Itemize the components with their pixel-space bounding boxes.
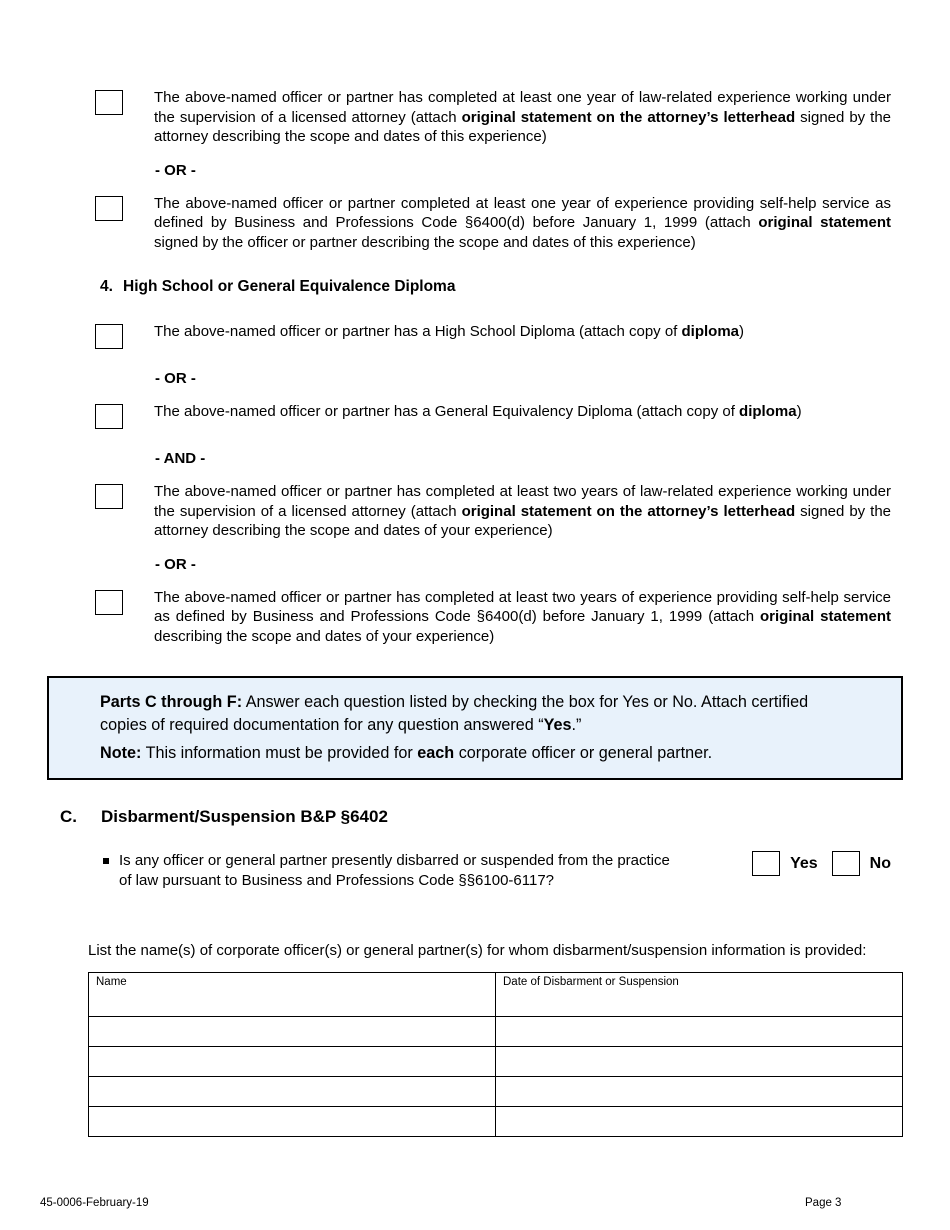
parts-c-f-notice-box — [47, 676, 903, 780]
checkbox-text-ged: The above-named officer or partner has a General Equivalency Diploma (attach copy of diploma) — [154, 403, 802, 420]
or-separator: - OR - — [155, 161, 196, 179]
or-separator: - OR - — [155, 370, 196, 387]
checkbox-general-equivalency-diploma[interactable] — [95, 404, 123, 429]
checkbox-text-hs-diploma: The above-named officer or partner has a High School Diploma (attach copy of diploma) — [154, 323, 745, 340]
checkbox-disbarred-no[interactable] — [832, 851, 860, 876]
checkbox-text-two-years-law: The above-named officer or partner has completed at least two years of law-related experience working under the supervision of a licensed attorney (attach original statement on the attorney’s letterhead signed by the attorney describing the scope and dates of your experience) — [154, 483, 892, 539]
and-separator: - AND - — [155, 450, 206, 467]
table-row — [89, 1077, 903, 1107]
table-row — [89, 1047, 903, 1077]
table-cell-date[interactable] — [496, 1047, 903, 1077]
disbarment-question: Is any officer or general partner presently disbarred or suspended from the practice of law pursuant to Business and Professions Code §§6100-6117? — [119, 852, 670, 889]
table-cell-name[interactable] — [89, 1077, 496, 1107]
page-number: Page 3 — [805, 1197, 842, 1209]
yes-label: Yes — [790, 854, 818, 872]
checkbox-two-years-law-experience[interactable] — [95, 484, 123, 509]
checkbox-one-year-selfhelp-experience[interactable] — [95, 196, 123, 221]
or-separator: - OR - — [155, 555, 196, 573]
table-cell-date[interactable] — [496, 1017, 903, 1047]
table-cell-name[interactable] — [89, 1047, 496, 1077]
table-cell-name[interactable] — [89, 1107, 496, 1137]
table-cell-date[interactable] — [496, 1107, 903, 1137]
table-row — [89, 1017, 903, 1047]
section-4-heading — [100, 278, 903, 296]
section-4-title: High School or General Equivalence Diploma — [123, 278, 456, 295]
table-row — [89, 1107, 903, 1137]
notice-note: Note: This information must be provided for each corporate officer or general partner. — [100, 744, 713, 762]
section-c-letter: C. — [60, 807, 77, 826]
list-instruction: List the name(s) of corporate officer(s) or general partner(s) for whom disbarment/suspension information is provided: — [88, 942, 867, 959]
checkbox-text-two-years-selfhelp: The above-named officer or partner has completed at least two years of experience providing self-help service as defined by Business and Professions Code §6400(d) before January 1, 1999 (attach original statement describing the scope and dates of your experience) — [154, 588, 891, 645]
disbarment-table — [88, 972, 903, 1137]
checkbox-disbarred-yes[interactable] — [752, 851, 780, 876]
checkbox-one-year-law-experience[interactable] — [95, 90, 123, 115]
checkbox-text-one-year-selfhelp: The above-named officer or partner completed at least one year of experience providing self-help service as defined by Business and Professions Code §6400(d) before January 1, 1999 (attach original statement signed by the officer or partner describing the scope and dates of this experience) — [154, 194, 891, 251]
checkbox-item-one-year-law — [47, 88, 903, 147]
checkbox-item-two-years-selfhelp — [47, 588, 903, 647]
section-c-heading — [60, 807, 903, 827]
section-4-number: 4. — [100, 278, 113, 295]
table-header-date: Date of Disbarment or Suspension — [496, 973, 903, 1017]
table-header-name: Name — [89, 973, 496, 1017]
checkbox-two-years-selfhelp-experience[interactable] — [95, 590, 123, 615]
checkbox-item-two-years-law — [47, 482, 903, 541]
section-c-title: Disbarment/Suspension B&P §6402 — [101, 807, 388, 826]
checkbox-item-hs-diploma — [47, 322, 903, 349]
checkbox-item-one-year-selfhelp — [47, 194, 903, 253]
no-label: No — [869, 854, 891, 872]
table-cell-name[interactable] — [89, 1017, 496, 1047]
table-header-row — [89, 973, 903, 1017]
form-number: 45-0006-February-19 — [40, 1197, 149, 1209]
disbarment-question-row — [103, 851, 903, 891]
notice-instructions: Parts C through F: Answer each question listed by checking the box for Yes or No. Attach certified copies of required documentation for any question answered “Yes.” — [100, 693, 809, 734]
checkbox-item-ged — [47, 402, 903, 429]
checkbox-text-one-year-law: The above-named officer or partner has completed at least one year of law-related experience working under the supervision of a licensed attorney (attach original statement on the attorney’s letterhead signed by the attorney describing the scope and dates of this experience) — [154, 89, 892, 145]
checkbox-high-school-diploma[interactable] — [95, 324, 123, 349]
table-cell-date[interactable] — [496, 1077, 903, 1107]
yes-no-group — [752, 851, 891, 876]
bullet-icon — [103, 858, 109, 864]
